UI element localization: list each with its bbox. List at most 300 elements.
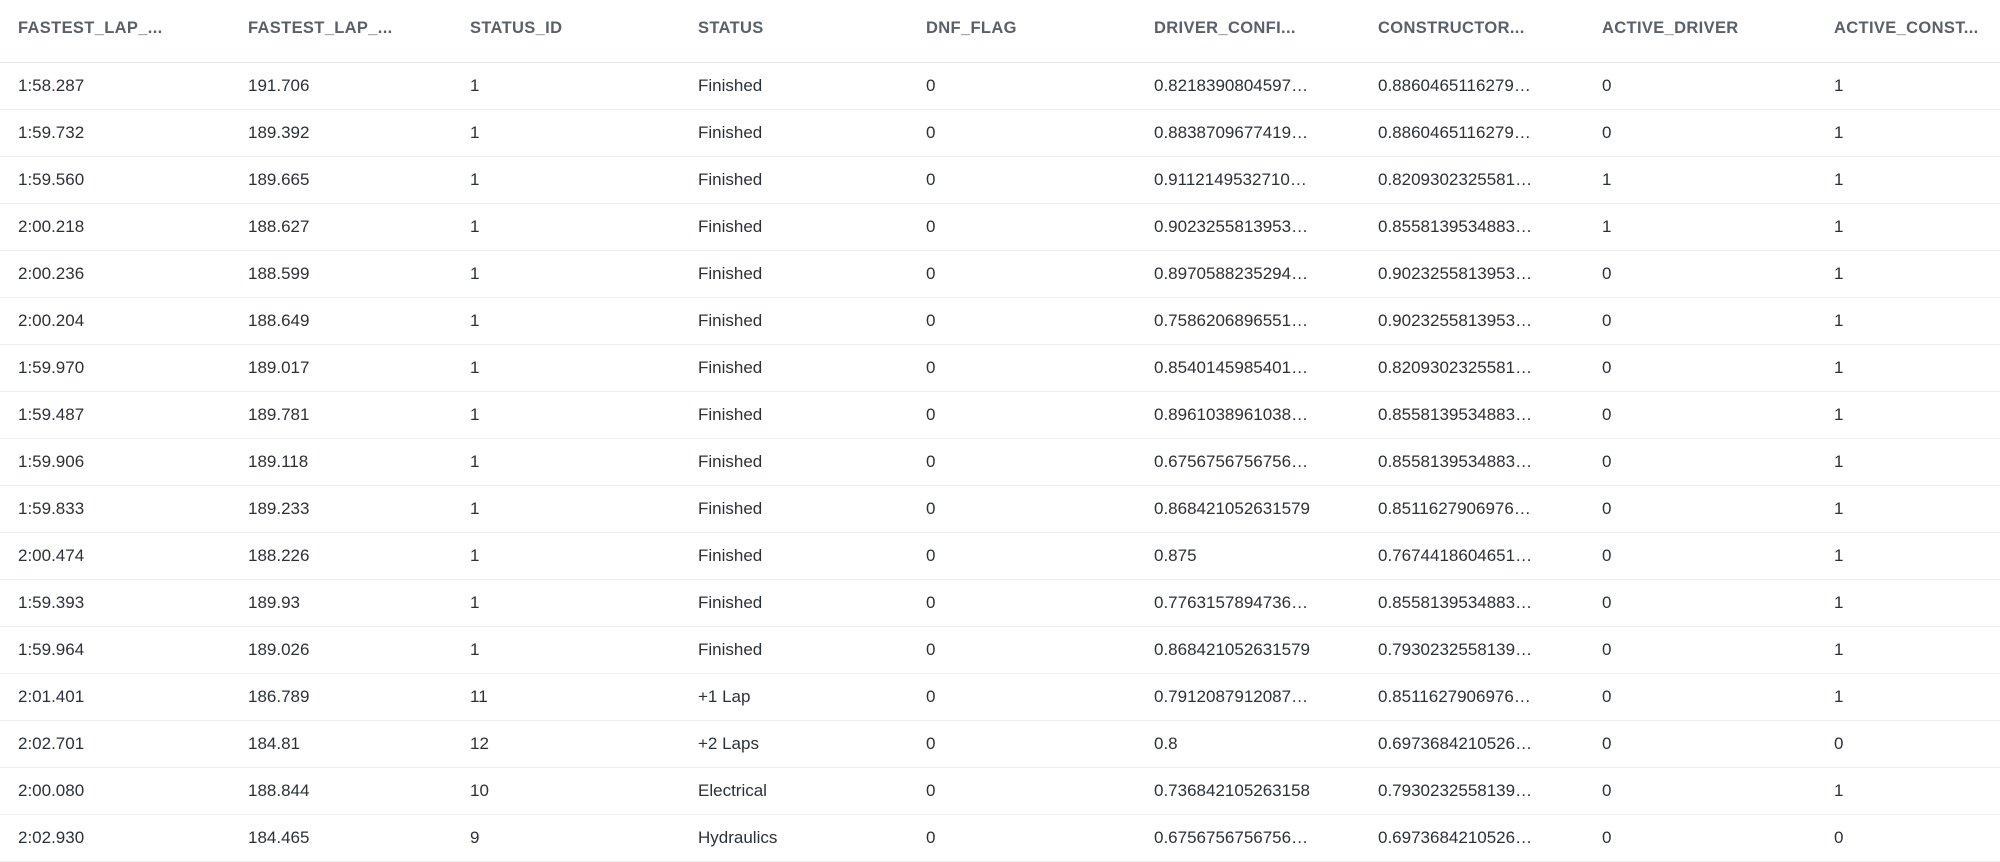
table-cell xyxy=(926,250,1154,297)
cell-value: 1:59.906 xyxy=(18,451,85,471)
cell-value: 0.7586206896551… xyxy=(1154,310,1309,330)
cell-value: Finished xyxy=(698,122,763,142)
cell-value: 0.8558139534883… xyxy=(1378,216,1533,236)
cell-value: 0.8540145985401… xyxy=(1154,357,1309,377)
table-cell xyxy=(698,767,926,814)
cell-value: Hydraulics xyxy=(698,827,778,847)
table-cell xyxy=(926,720,1154,767)
cell-value: Finished xyxy=(698,169,763,189)
cell-value: 0 xyxy=(926,310,936,330)
cell-value: 1 xyxy=(470,545,480,565)
table-cell xyxy=(470,626,698,673)
table-cell xyxy=(926,297,1154,344)
column-header-active-driver[interactable]: ACTIVE_DRIVER xyxy=(1602,0,1834,62)
table-cell xyxy=(698,814,926,861)
cell-value: 0 xyxy=(1602,827,1612,847)
table-cell xyxy=(0,673,248,720)
table-cell xyxy=(1834,767,2000,814)
table-cell xyxy=(1378,297,1602,344)
cell-value: 0.7930232558139… xyxy=(1378,639,1533,659)
table-cell xyxy=(470,579,698,626)
cell-value: 1:59.732 xyxy=(18,122,85,142)
table-cell xyxy=(248,297,470,344)
cell-value: 2:00.474 xyxy=(18,545,85,565)
cell-value: 188.627 xyxy=(248,216,310,236)
column-header-fastest-lap-speed[interactable]: FASTEST_LAP_... xyxy=(248,0,470,62)
table-cell xyxy=(698,720,926,767)
table-cell xyxy=(0,203,248,250)
cell-value: 12 xyxy=(470,733,489,753)
cell-value: 0.8860465116279… xyxy=(1378,122,1531,142)
column-header-fastest-lap-time[interactable]: FASTEST_LAP_... xyxy=(0,0,248,62)
table-cell xyxy=(470,344,698,391)
table-row[interactable] xyxy=(0,720,2000,767)
cell-value: 0 xyxy=(1602,733,1612,753)
cell-value: 2:02.701 xyxy=(18,733,85,753)
cell-value: 0 xyxy=(926,404,936,424)
cell-value: +2 Laps xyxy=(698,733,759,753)
cell-value: 0.9023255813953… xyxy=(1154,216,1309,236)
cell-value: 0.875 xyxy=(1154,545,1197,565)
table-row[interactable] xyxy=(0,156,2000,203)
cell-value: 1 xyxy=(1834,310,1844,330)
cell-value: 1 xyxy=(470,216,480,236)
cell-value: 0.868421052631579 xyxy=(1154,498,1310,518)
cell-value: Finished xyxy=(698,498,763,518)
cell-value: 0 xyxy=(926,733,936,753)
table-cell xyxy=(470,297,698,344)
table-cell xyxy=(248,767,470,814)
table-row[interactable] xyxy=(0,297,2000,344)
table-row[interactable] xyxy=(0,626,2000,673)
cell-value: 9 xyxy=(470,827,480,847)
table-cell xyxy=(1602,767,1834,814)
cell-value: Finished xyxy=(698,545,763,565)
table-row[interactable] xyxy=(0,767,2000,814)
table-cell xyxy=(1602,109,1834,156)
cell-value: 2:00.218 xyxy=(18,216,85,236)
table-cell xyxy=(470,250,698,297)
cell-value: 0 xyxy=(926,639,936,659)
cell-value: 189.118 xyxy=(248,451,309,471)
cell-value: 188.844 xyxy=(248,780,310,800)
table-cell xyxy=(1154,203,1378,250)
table-cell xyxy=(698,297,926,344)
cell-value: 0 xyxy=(926,545,936,565)
cell-value: 1 xyxy=(1834,357,1844,377)
table-cell xyxy=(1154,156,1378,203)
cell-value: 1:59.560 xyxy=(18,169,85,189)
cell-value: Electrical xyxy=(698,780,767,800)
table-cell xyxy=(1378,814,1602,861)
cell-value: 1 xyxy=(1834,780,1844,800)
table-cell xyxy=(248,720,470,767)
table-cell xyxy=(1834,344,2000,391)
cell-value: 0 xyxy=(1602,263,1612,283)
table-cell xyxy=(0,62,248,109)
cell-value: 0 xyxy=(1602,310,1612,330)
cell-value: 189.026 xyxy=(248,639,310,659)
cell-value: 0 xyxy=(1602,404,1612,424)
cell-value: 1 xyxy=(470,75,480,95)
table-cell xyxy=(1378,203,1602,250)
table-cell xyxy=(1378,720,1602,767)
cell-value: 0.9112149532710… xyxy=(1154,169,1307,189)
cell-value: Finished xyxy=(698,592,763,612)
cell-value: 0.8209302325581… xyxy=(1378,169,1533,189)
table-cell xyxy=(1602,485,1834,532)
table-cell xyxy=(1834,391,2000,438)
table-cell xyxy=(0,344,248,391)
table-cell xyxy=(926,485,1154,532)
cell-value: 0 xyxy=(926,827,936,847)
cell-value: 0 xyxy=(1602,122,1612,142)
table-cell xyxy=(470,720,698,767)
table-cell xyxy=(470,62,698,109)
table-cell xyxy=(248,391,470,438)
table-cell xyxy=(1602,344,1834,391)
table-cell xyxy=(698,109,926,156)
table-cell xyxy=(1378,767,1602,814)
cell-value: 0 xyxy=(926,216,936,236)
table-cell xyxy=(926,344,1154,391)
table-row[interactable] xyxy=(0,203,2000,250)
cell-value: 1:59.964 xyxy=(18,639,85,659)
table-cell xyxy=(1834,532,2000,579)
table-cell xyxy=(1602,438,1834,485)
table-row[interactable] xyxy=(0,673,2000,720)
table-header xyxy=(0,0,2000,62)
cell-value: 0.8209302325581… xyxy=(1378,357,1533,377)
cell-value: 0 xyxy=(926,122,936,142)
cell-value: 0.9023255813953… xyxy=(1378,310,1533,330)
table-cell xyxy=(1154,673,1378,720)
table-cell xyxy=(1834,579,2000,626)
table-cell xyxy=(1154,626,1378,673)
cell-value: 1 xyxy=(1602,169,1612,189)
table-cell xyxy=(0,156,248,203)
table-cell xyxy=(698,626,926,673)
cell-value: 0 xyxy=(926,357,936,377)
cell-value: 1 xyxy=(470,592,480,612)
table-cell xyxy=(0,485,248,532)
cell-value: 189.93 xyxy=(248,592,300,612)
cell-value: 0.7763157894736… xyxy=(1154,592,1309,612)
cell-value: Finished xyxy=(698,404,763,424)
cell-value: 0 xyxy=(1602,75,1612,95)
table-cell xyxy=(926,814,1154,861)
table-cell xyxy=(0,767,248,814)
column-header-dnf-flag[interactable]: DNF_FLAG xyxy=(926,0,1154,62)
table-cell xyxy=(1834,156,2000,203)
cell-value: Finished xyxy=(698,216,763,236)
table-cell xyxy=(1378,579,1602,626)
cell-value: +1 Lap xyxy=(698,686,751,706)
table-cell xyxy=(470,156,698,203)
table-cell xyxy=(1834,720,2000,767)
cell-value: 0 xyxy=(926,75,936,95)
table-cell xyxy=(1154,109,1378,156)
cell-value: 0.8511627906976… xyxy=(1378,498,1531,518)
table-cell xyxy=(1154,250,1378,297)
table-cell xyxy=(470,767,698,814)
cell-value: 188.649 xyxy=(248,310,310,330)
table-header-row xyxy=(0,0,2000,62)
table-cell xyxy=(1602,62,1834,109)
cell-value: 1 xyxy=(470,263,480,283)
table-cell xyxy=(1378,438,1602,485)
table-row[interactable] xyxy=(0,62,2000,109)
cell-value: 1 xyxy=(470,122,480,142)
table-cell xyxy=(0,626,248,673)
table-row[interactable] xyxy=(0,814,2000,861)
table-cell xyxy=(1154,297,1378,344)
cell-value: 2:00.204 xyxy=(18,310,85,330)
cell-value: 0 xyxy=(1834,733,1844,753)
table-cell xyxy=(248,626,470,673)
table-cell xyxy=(1602,250,1834,297)
table-cell xyxy=(1154,344,1378,391)
table-cell xyxy=(248,532,470,579)
cell-value: 0.7674418604651… xyxy=(1378,545,1533,565)
cell-value: 0 xyxy=(1602,592,1612,612)
cell-value: 0 xyxy=(926,498,936,518)
cell-value: 0 xyxy=(1834,827,1844,847)
table-cell xyxy=(1378,626,1602,673)
table-cell xyxy=(1154,814,1378,861)
table-cell xyxy=(698,485,926,532)
cell-value: 0.9023255813953… xyxy=(1378,263,1533,283)
table-row[interactable] xyxy=(0,485,2000,532)
table-cell xyxy=(926,673,1154,720)
cell-value: 0.8 xyxy=(1154,733,1178,753)
table-cell xyxy=(1154,767,1378,814)
cell-value: 1 xyxy=(470,404,480,424)
table-cell xyxy=(470,203,698,250)
cell-value: 0.6756756756756… xyxy=(1154,827,1309,847)
table-row[interactable] xyxy=(0,250,2000,297)
table-cell xyxy=(698,673,926,720)
cell-value: 0 xyxy=(1602,639,1612,659)
table-cell xyxy=(698,438,926,485)
table-cell xyxy=(926,203,1154,250)
cell-value: 0.7912087912087… xyxy=(1154,686,1309,706)
cell-value: Finished xyxy=(698,451,763,471)
cell-value: 0.8511627906976… xyxy=(1378,686,1531,706)
table-row[interactable] xyxy=(0,344,2000,391)
cell-value: 0 xyxy=(926,263,936,283)
cell-value: 1 xyxy=(1834,169,1844,189)
cell-value: 1 xyxy=(1834,404,1844,424)
table-cell xyxy=(0,109,248,156)
cell-value: 1 xyxy=(470,451,480,471)
cell-value: 1 xyxy=(1834,263,1844,283)
table-cell xyxy=(0,297,248,344)
cell-value: 189.233 xyxy=(248,498,310,518)
table-cell xyxy=(248,156,470,203)
table-cell xyxy=(926,626,1154,673)
cell-value: 1:58.287 xyxy=(18,75,85,95)
table-cell xyxy=(248,814,470,861)
cell-value: 0.8838709677419… xyxy=(1154,122,1309,142)
table-cell xyxy=(470,438,698,485)
cell-value: 1 xyxy=(1834,686,1844,706)
table-cell xyxy=(1834,814,2000,861)
table-cell xyxy=(248,579,470,626)
table-cell xyxy=(248,438,470,485)
table-cell xyxy=(1602,532,1834,579)
table-cell xyxy=(1378,109,1602,156)
cell-value: 188.599 xyxy=(248,263,310,283)
table-body xyxy=(0,62,2000,861)
cell-value: 0 xyxy=(1602,498,1612,518)
table-cell xyxy=(1154,579,1378,626)
table-row[interactable] xyxy=(0,579,2000,626)
table-cell xyxy=(1154,485,1378,532)
cell-value: 1 xyxy=(1834,545,1844,565)
cell-value: 1 xyxy=(470,169,480,189)
cell-value: 0.8860465116279… xyxy=(1378,75,1531,95)
cell-value: Finished xyxy=(698,639,763,659)
cell-value: 0.868421052631579 xyxy=(1154,639,1310,659)
table-cell xyxy=(1154,720,1378,767)
table-cell xyxy=(1834,250,2000,297)
cell-value: 1 xyxy=(1834,451,1844,471)
cell-value: 186.789 xyxy=(248,686,310,706)
table-cell xyxy=(1602,720,1834,767)
table-cell xyxy=(1834,485,2000,532)
table-cell xyxy=(248,203,470,250)
table-cell xyxy=(1834,626,2000,673)
table-cell xyxy=(1834,297,2000,344)
table-cell xyxy=(1378,62,1602,109)
table-cell xyxy=(248,485,470,532)
table-cell xyxy=(1378,250,1602,297)
table-cell xyxy=(1378,485,1602,532)
column-header-status-id[interactable]: STATUS_ID xyxy=(470,0,698,62)
table-cell xyxy=(698,156,926,203)
table-cell xyxy=(470,814,698,861)
cell-value: 0.8961038961038… xyxy=(1154,404,1309,424)
cell-value: 1 xyxy=(470,498,480,518)
cell-value: Finished xyxy=(698,310,763,330)
table-row[interactable] xyxy=(0,438,2000,485)
cell-value: 1:59.393 xyxy=(18,592,85,612)
cell-value: 0 xyxy=(1602,780,1612,800)
cell-value: 2:01.401 xyxy=(18,686,85,706)
table-cell xyxy=(926,532,1154,579)
cell-value: 1 xyxy=(470,639,480,659)
table-row[interactable] xyxy=(0,532,2000,579)
column-header-status[interactable]: STATUS xyxy=(698,0,926,62)
table-cell xyxy=(1378,156,1602,203)
table-cell xyxy=(248,344,470,391)
cell-value: 0 xyxy=(926,780,936,800)
cell-value: Finished xyxy=(698,75,763,95)
cell-value: 189.665 xyxy=(248,169,310,189)
cell-value: 191.706 xyxy=(248,75,310,95)
table-cell xyxy=(1602,203,1834,250)
table-cell xyxy=(0,579,248,626)
table-cell xyxy=(926,391,1154,438)
cell-value: 1 xyxy=(1834,75,1844,95)
table-row[interactable] xyxy=(0,391,2000,438)
table-cell xyxy=(1154,438,1378,485)
cell-value: 1 xyxy=(1834,498,1844,518)
table-cell xyxy=(0,720,248,767)
table-cell xyxy=(926,438,1154,485)
cell-value: 0.8558139534883… xyxy=(1378,404,1533,424)
column-header-constructor-reliability[interactable]: CONSTRUCTOR... xyxy=(1378,0,1602,62)
table-cell xyxy=(698,62,926,109)
table-cell xyxy=(926,109,1154,156)
table-cell xyxy=(248,62,470,109)
cell-value: 10 xyxy=(470,780,489,800)
table-cell xyxy=(1834,673,2000,720)
cell-value: Finished xyxy=(698,357,763,377)
table-cell xyxy=(926,767,1154,814)
table-cell xyxy=(0,532,248,579)
cell-value: 0 xyxy=(926,169,936,189)
table-cell xyxy=(1602,626,1834,673)
table-cell xyxy=(1834,203,2000,250)
cell-value: 0.8558139534883… xyxy=(1378,451,1533,471)
table-cell xyxy=(1602,579,1834,626)
table-cell xyxy=(1154,62,1378,109)
cell-value: 184.465 xyxy=(248,827,310,847)
table-cell xyxy=(1378,391,1602,438)
table-cell xyxy=(248,673,470,720)
cell-value: 1 xyxy=(1834,216,1844,236)
cell-value: 0 xyxy=(1602,451,1612,471)
table-cell xyxy=(1378,532,1602,579)
table-cell xyxy=(698,579,926,626)
cell-value: 2:00.080 xyxy=(18,780,85,800)
cell-value: 0 xyxy=(926,592,936,612)
cell-value: 0 xyxy=(1602,357,1612,377)
table-cell xyxy=(470,485,698,532)
table-cell xyxy=(470,391,698,438)
table-cell xyxy=(470,532,698,579)
cell-value: 184.81 xyxy=(248,733,300,753)
cell-value: 2:02.930 xyxy=(18,827,85,847)
table-cell xyxy=(1602,297,1834,344)
cell-value: 0.7930232558139… xyxy=(1378,780,1533,800)
table-cell xyxy=(1378,673,1602,720)
cell-value: 0 xyxy=(926,686,936,706)
cell-value: 1:59.970 xyxy=(18,357,85,377)
table-cell xyxy=(926,156,1154,203)
cell-value: 1:59.833 xyxy=(18,498,85,518)
table-cell xyxy=(698,203,926,250)
table-cell xyxy=(698,391,926,438)
table-cell xyxy=(1154,532,1378,579)
table-cell xyxy=(1602,391,1834,438)
table-cell xyxy=(0,438,248,485)
table-cell xyxy=(1154,391,1378,438)
column-header-active-constructor[interactable]: ACTIVE_CONST... xyxy=(1834,0,2000,62)
column-header-driver-confidence[interactable]: DRIVER_CONFI... xyxy=(1154,0,1378,62)
cell-value: 1 xyxy=(1834,592,1844,612)
table-cell xyxy=(1602,814,1834,861)
table-row[interactable] xyxy=(0,109,2000,156)
cell-value: 0.6973684210526… xyxy=(1378,827,1533,847)
cell-value: 1 xyxy=(1834,639,1844,659)
table-cell xyxy=(1834,438,2000,485)
cell-value: 0 xyxy=(1602,686,1612,706)
table-cell xyxy=(248,109,470,156)
cell-value: 0.6756756756756… xyxy=(1154,451,1309,471)
